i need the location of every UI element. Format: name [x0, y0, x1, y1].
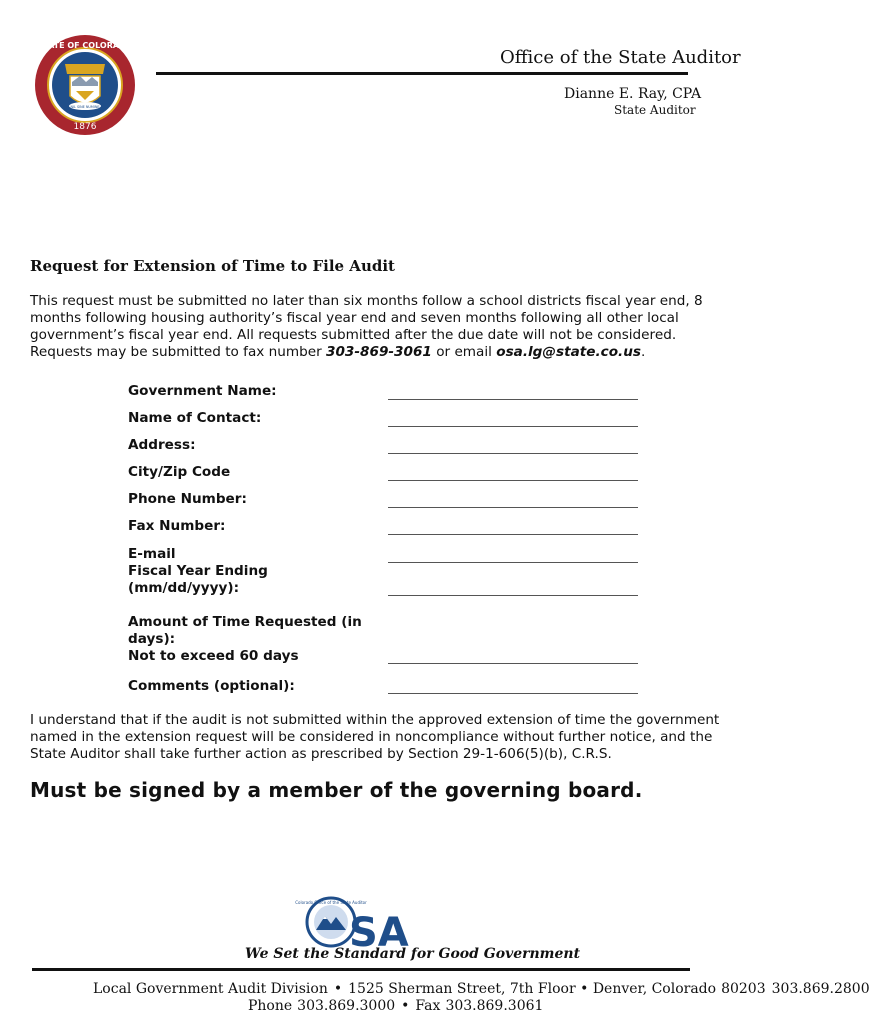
- footer-city: Denver: [592, 981, 643, 997]
- field-label-city-zip: City/Zip Code: [128, 464, 231, 480]
- field-label-time-requested: Amount of Time Requested (in days): Not to exceed 60 days: [128, 614, 362, 664]
- tagline: We Set the Standard for Good Government: [245, 946, 581, 962]
- field-line-contact-name[interactable]: [388, 426, 638, 427]
- footer-fax-label: Fax: [415, 998, 441, 1014]
- footer-bullet: •: [333, 981, 343, 997]
- footer-zip: 80203: [721, 981, 766, 997]
- footer-comma: ,: [500, 981, 510, 997]
- footer-main-phone: 303.869.2800: [771, 981, 870, 997]
- form-title: Request for Extension of Time to File Audit: [30, 257, 395, 275]
- intro-paragraph: [30, 293, 735, 361]
- footer-fax: 303.869.3061: [445, 998, 544, 1014]
- footer-division: Local Government Audit Division: [93, 981, 328, 997]
- office-title: Office of the State Auditor: [500, 47, 741, 68]
- osa-logo: [295, 896, 417, 956]
- footer-floor: 7th Floor: [509, 981, 576, 997]
- email-address[interactable]: osa.lg@state.co.us: [496, 344, 641, 360]
- field-line-comments[interactable]: [388, 693, 638, 694]
- seal-ring-text: STATE OF COLORADO: [37, 41, 133, 50]
- footer-phone-label: Phone: [248, 998, 293, 1014]
- field-line-government-name[interactable]: [388, 399, 638, 400]
- field-label-fax-number: Fax Number:: [128, 518, 226, 534]
- seal-year: 1876: [73, 122, 97, 132]
- signature-requirement-note: Must be signed by a member of the governing board.: [30, 778, 643, 802]
- seal-motto: NIL SINE NUMINE: [70, 105, 100, 109]
- footer-state: Colorado: [651, 981, 717, 997]
- field-line-fax-number[interactable]: [388, 534, 638, 535]
- osa-logo-text: SA: [349, 910, 409, 956]
- acknowledgement-text: I understand that if the audit is not submitted within the approved extension of time the government named in the extension request will be considered in noncompliance without further notice, and the State Auditor shall take further action as prescribed by Section 29-1-606(5)(b), C.R.S.: [30, 712, 720, 762]
- footer-bullet-3: •: [401, 998, 410, 1014]
- fax-number: 303-869-3061: [326, 344, 432, 360]
- field-label-comments: Comments (optional):: [128, 678, 295, 694]
- field-line-email[interactable]: [388, 562, 638, 563]
- osa-logo-ring-text: Colorado Office of the State Auditor: [295, 900, 367, 905]
- field-label-contact-name: Name of Contact:: [128, 410, 262, 426]
- field-label-email: E-mail: [128, 546, 176, 562]
- footer-rule: [32, 968, 690, 971]
- field-line-address[interactable]: [388, 453, 638, 454]
- colorado-state-seal: [34, 34, 136, 136]
- footer-contact-line: [248, 998, 543, 1014]
- auditor-name: Dianne E. Ray, CPA: [564, 86, 702, 102]
- field-label-phone-number: Phone Number:: [128, 491, 247, 507]
- intro-or-email: or email: [431, 344, 497, 360]
- footer-street: 1525 Sherman Street: [348, 981, 501, 997]
- header-rule: [156, 72, 688, 75]
- footer-bullet-2: •: [575, 981, 593, 997]
- intro-text: This request must be submitted no later than six months follow a school districts fiscal year end, 8 months following housing authority’s fiscal year end and seven months following all other local government’s fiscal year end. All requests submitted after the due date will not be considered. Requests may be submitted to fax number: [30, 293, 703, 360]
- field-line-time-requested[interactable]: [388, 663, 638, 664]
- footer-phone: 303.869.3000: [297, 998, 396, 1014]
- field-label-government-name: Government Name:: [128, 383, 277, 399]
- field-line-phone-number[interactable]: [388, 507, 638, 508]
- field-label-fiscal-year-ending: Fiscal Year Ending (mm/dd/yyyy):: [128, 563, 268, 596]
- auditor-title: State Auditor: [614, 103, 696, 117]
- field-label-address: Address:: [128, 437, 196, 453]
- footer-comma-2: ,: [642, 981, 652, 997]
- field-line-city-zip[interactable]: [388, 480, 638, 481]
- intro-period: .: [640, 344, 646, 360]
- field-line-fiscal-year-ending[interactable]: [388, 595, 638, 596]
- footer-address-line: [93, 981, 870, 997]
